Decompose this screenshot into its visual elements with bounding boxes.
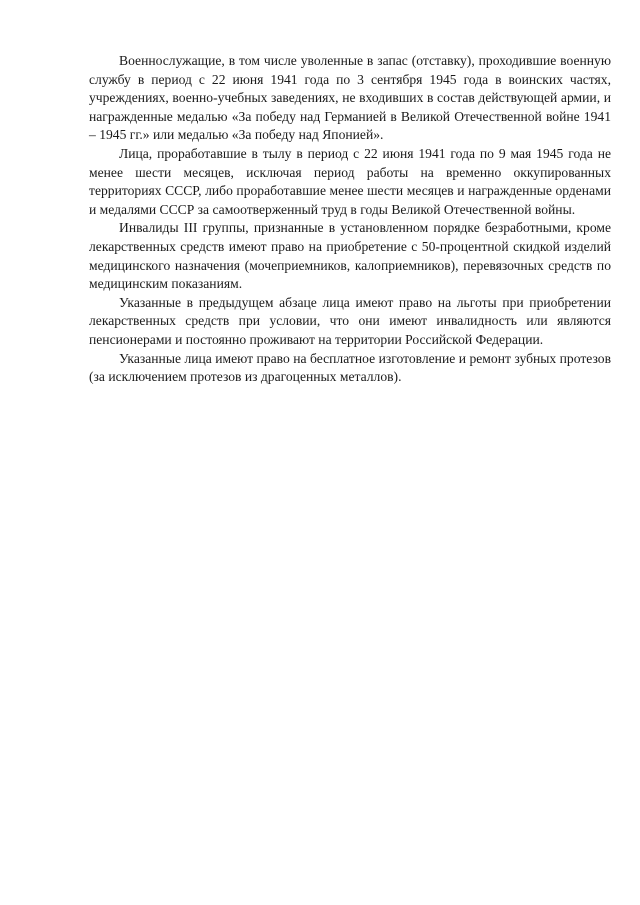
- document-page: [89, 52, 611, 387]
- paragraph-dental-prosthetics: Указанные лица имеют право на бесплатное изготовление и ремонт зубных протезов (за исключением протезов из драгоценных металлов).: [89, 350, 611, 385]
- paragraph-military-servicemen: Военнослужащие, в том числе уволенные в запас (отставку), проходившие военную службу в период с 22 июня 1941 года по 3 сентября 1945 года в воинских частях, учреждениях, военно-учебных заведениях, не входивших в состав действующей армии, и награжденные медалью «За победу над Германией в Великой Отечественной войне 1941 – 1945 гг.» или медалью «За победу над Японией».: [89, 53, 611, 143]
- paragraph-home-front-workers: Лица, проработавшие в тылу в период с 22 июня 1941 года по 9 мая 1945 года не менее шести месяцев, исключая период работы на временно оккупированных территориях СССР, либо проработавшие менее шести месяцев и награжденные орденами и медалями СССР за самоотверженный труд в годы Великой Отечественной войны.: [89, 145, 611, 217]
- paragraph-medication-benefits: Указанные в предыдущем абзаце лица имеют право на льготы при приобретении лекарственных средств при условии, что они имеют инвалидность или являются пенсионерами и постоянно проживают на территории Российской Федерации.: [89, 294, 611, 347]
- paragraph-disabled-group-3: Инвалиды III группы, признанные в установленном порядке безработными, кроме лекарственных средств имеют право на приобретение с 50-процентной скидкой изделий медицинского назначения (мочеприемников, калоприемников), перевязочных средств по медицинским показаниям.: [89, 220, 611, 292]
